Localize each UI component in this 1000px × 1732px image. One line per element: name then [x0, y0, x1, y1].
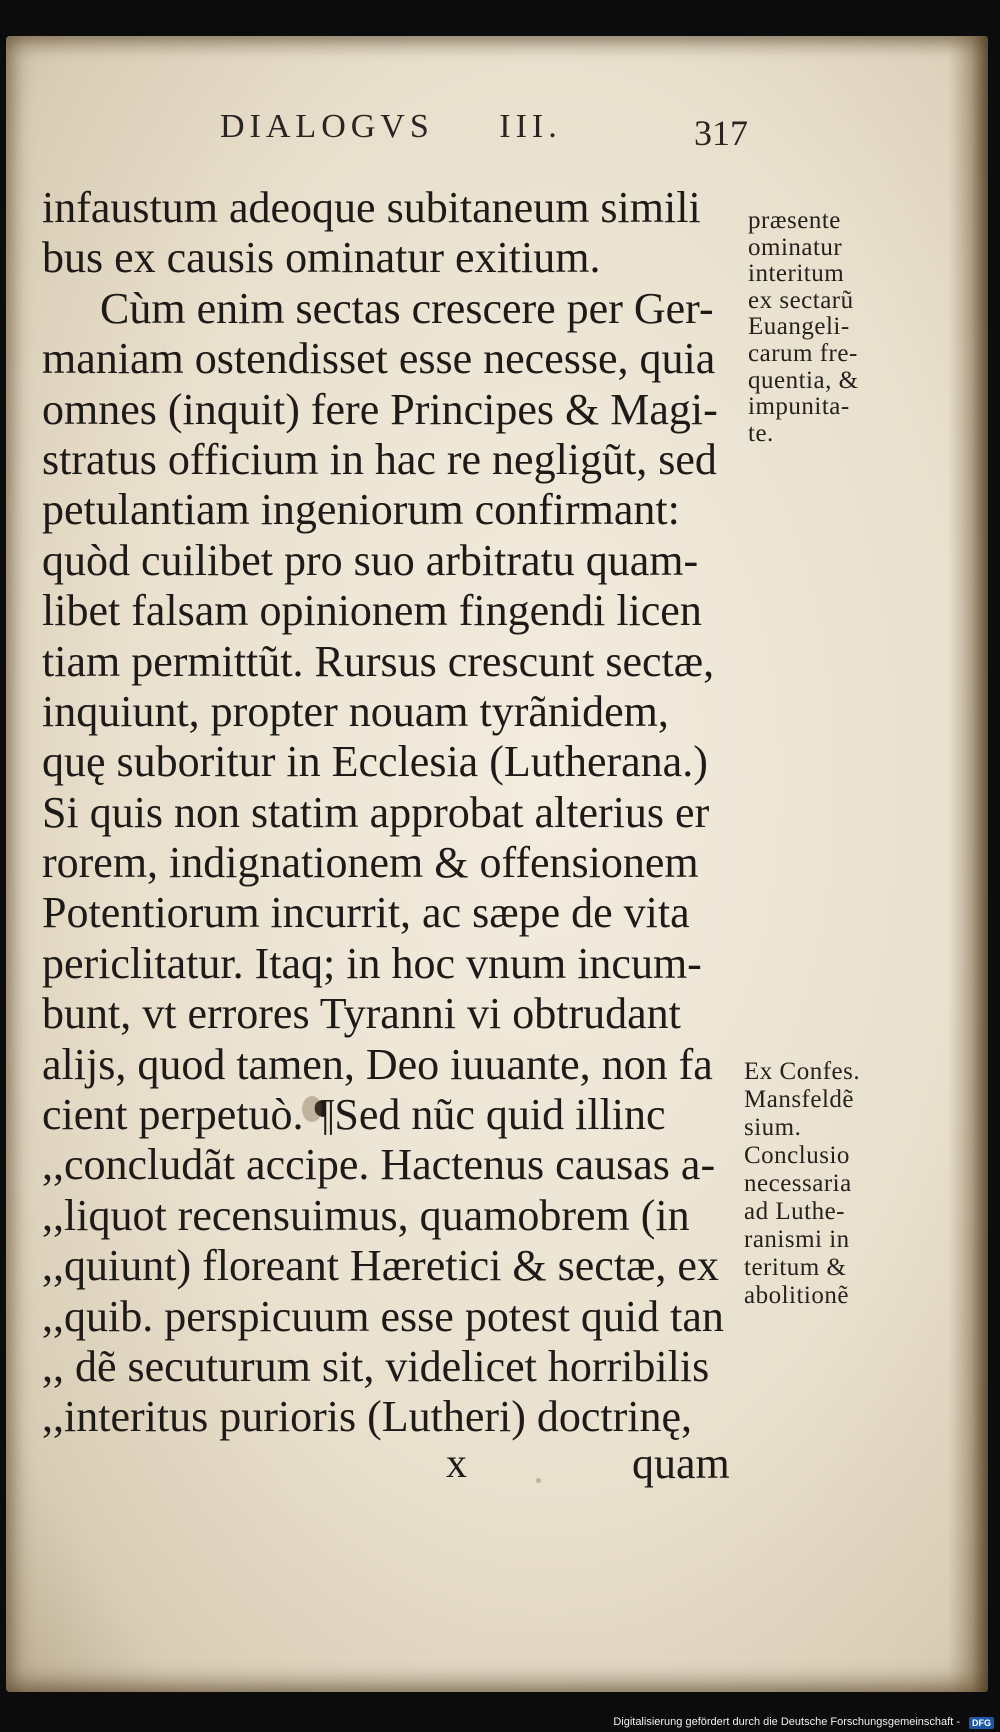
text-line: cient perpetuò. ¶Sed nũc quid illinc	[42, 1090, 666, 1140]
margin-note-line: ranismi in	[744, 1226, 850, 1253]
text-line: quę suboritur in Ecclesia (Lutherana.)	[42, 737, 708, 787]
paper-spot	[536, 1478, 541, 1483]
text-line: tiam permittũt. Rursus crescunt sectæ,	[42, 636, 715, 686]
margin-note-line: abolitionẽ	[744, 1282, 849, 1309]
margin-note-line: carum fre-	[748, 339, 858, 367]
margin-note-line: ominatur	[748, 233, 843, 261]
page-number: 317	[694, 113, 748, 153]
text-line: petulantiam ingeniorum confirmant:	[42, 485, 680, 535]
text-line: rorem, indignationem & offensionem	[42, 838, 699, 888]
running-head-title: DIALOGVS	[220, 108, 434, 145]
text-line: ,,interitus purioris (Lutheri) doctrinę,	[42, 1392, 693, 1442]
book-page	[6, 36, 988, 1692]
margin-note-line: quentia, &	[748, 366, 859, 394]
text-line: ,, dẽ secuturum sit, videlicet horribilis	[42, 1341, 710, 1391]
page-edge-shadow	[948, 36, 988, 1692]
footer-credit: Digitalisierung gefördert durch die Deutsche Forschungsgemeinschaft -	[613, 1716, 960, 1728]
body-text	[42, 183, 752, 1443]
text-line: ,,quib. perspicuum esse potest quid tan	[42, 1291, 724, 1341]
margin-note-line: Euangeli-	[748, 313, 850, 341]
signature-mark: x	[446, 1441, 467, 1487]
margin-note-line: Conclusio	[744, 1142, 850, 1169]
margin-note-line: te.	[748, 419, 774, 447]
text-line: libet falsam opinionem fingendi licen	[42, 586, 702, 636]
text-line: ,,concludãt accipe. Hactenus causas a-	[42, 1140, 716, 1190]
running-head-part: III.	[499, 108, 562, 145]
text-line: Si quis non statim approbat alterius er	[42, 787, 710, 837]
margin-note-line: interitum	[748, 260, 845, 288]
catchword: quam	[632, 1439, 730, 1488]
text-line: Cùm enim sectas crescere per Ger-	[100, 283, 714, 333]
margin-note-line: Mansfeldẽ	[744, 1086, 855, 1113]
text-line: infaustum adeoque subitaneum simili	[42, 183, 701, 232]
margin-note-line: necessaria	[744, 1170, 852, 1197]
dfg-logo: DFG	[969, 1717, 994, 1729]
text-line: Potentiorum incurrit, ac sæpe de vita	[42, 888, 690, 938]
text-line: alijs, quod tamen, Deo iuuante, non fa	[42, 1039, 713, 1089]
running-head	[220, 108, 562, 146]
margin-notes-upper	[748, 208, 859, 447]
margin-note-line: præsente	[748, 207, 841, 234]
text-line: quòd cuilibet pro suo arbitratu quam-	[42, 535, 699, 585]
text-line: omnes (inquit) fere Principes & Magi-	[42, 384, 718, 434]
margin-note-line: sium.	[744, 1114, 802, 1141]
text-line: ,,quiunt) floreant Hæretici & sectæ, ex	[42, 1241, 719, 1291]
margin-note-line: ad Luthe-	[744, 1198, 845, 1225]
margin-note-line: Ex Confes.	[744, 1058, 861, 1085]
ink-smudge	[302, 1096, 322, 1122]
margin-note-line: ex sectarũ	[748, 286, 854, 314]
margin-note-line: impunita-	[748, 393, 850, 421]
text-line: ,,liquot recensuimus, quamobrem (in	[42, 1190, 690, 1240]
text-line: bus ex causis ominatur exitium.	[42, 233, 601, 283]
margin-note-line: teritum &	[744, 1254, 847, 1281]
text-line: inquiunt, propter nouam tyrãnidem,	[42, 686, 669, 736]
margin-notes-lower	[744, 1058, 860, 1310]
text-line: stratus officium in hac re negligũt, sed	[42, 434, 717, 484]
text-line: periclitatur. Itaq; in hoc vnum incum-	[42, 938, 702, 988]
text-line: maniam ostendisset esse necesse, quia	[42, 334, 716, 384]
text-line: bunt, vt errores Tyranni vi obtrudant	[42, 989, 681, 1039]
